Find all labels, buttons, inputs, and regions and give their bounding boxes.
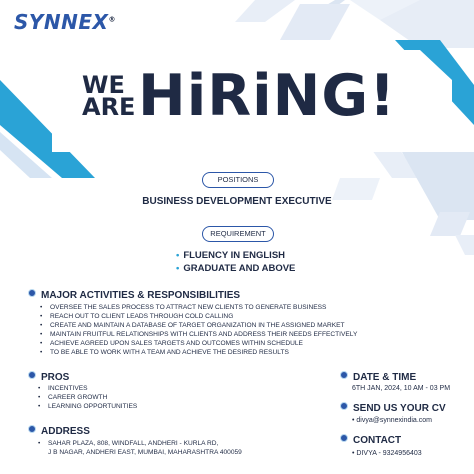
deco-diamond-bottom-2	[402, 152, 474, 220]
bullet-icon: •	[352, 417, 357, 424]
deco-diamond-top-1	[235, 0, 295, 22]
deco-diamond-bottom-5	[455, 235, 474, 255]
logo-registered-mark: ®	[108, 15, 116, 24]
bullet-icon: •	[40, 313, 43, 320]
cv-email[interactable]: • divya@synnexindia.com	[352, 417, 432, 424]
date-time-value: 6TH JAN, 2024, 10 AM - 03 PM	[352, 385, 451, 392]
requirement-pill: REQUIREMENT	[202, 226, 274, 242]
bullet-icon: •	[40, 304, 43, 311]
list-item: • MAINTAIN FRUITFUL RELATIONSHIPS WITH CLIENTS AND ADDRESS THEIR NEEDS EFFECTIVELY	[40, 331, 358, 338]
list-item: • REACH OUT TO CLIENT LEADS THROUGH COLD CALLING	[40, 313, 234, 320]
circle-bullet-icon	[28, 425, 36, 433]
bullet-icon: •	[38, 403, 41, 410]
address-block	[38, 439, 242, 457]
circle-bullet-icon	[28, 289, 36, 297]
bullet-icon: •	[38, 394, 41, 401]
activities-heading: MAJOR ACTIVITIES & RESPONSIBILITIES	[28, 289, 240, 301]
contact-heading: CONTACT	[340, 434, 401, 446]
circle-bullet-icon	[28, 371, 36, 379]
pros-heading: PROS	[28, 371, 69, 383]
bullet-icon: •	[352, 450, 357, 457]
list-item: • CREATE AND MAINTAIN A DATABASE OF TARGET ORGANIZATION IN THE ASSIGNED MARKET	[40, 322, 345, 329]
logo-text: SYNNEX	[14, 10, 109, 34]
requirement-item: • FLUENCY IN ENGLISH	[176, 250, 286, 261]
bullet-icon: •	[40, 340, 43, 347]
list-item: • CAREER GROWTH	[38, 394, 108, 401]
position-title: BUSINESS DEVELOPMENT EXECUTIVE	[142, 196, 332, 207]
circle-bullet-icon	[340, 402, 348, 410]
bullet-icon: •	[176, 250, 180, 261]
list-item: • OVERSEE THE SALES PROCESS TO ATTRACT NEW CLIENTS TO GENERATE BUSINESS	[40, 304, 327, 311]
requirement-item: • GRADUATE AND ABOVE	[176, 263, 296, 274]
circle-bullet-icon	[340, 434, 348, 442]
bullet-icon: •	[38, 440, 41, 447]
positions-pill: POSITIONS	[202, 172, 274, 188]
hero-we-are	[82, 71, 136, 121]
hero-hiring: HiRiNG!	[138, 63, 397, 129]
pros-list	[38, 384, 137, 411]
contact-value: • DIVYA - 9324956403	[352, 450, 422, 457]
deco-diamond-bottom-3	[430, 212, 470, 236]
bullet-icon: •	[40, 349, 43, 356]
send-cv-heading: SEND US YOUR CV	[340, 402, 446, 414]
list-item: • INCENTIVES	[38, 385, 88, 392]
hero-are: ARE	[82, 93, 136, 121]
circle-bullet-icon	[340, 371, 348, 379]
list-item: • LEARNING OPPORTUNITIES	[38, 403, 138, 410]
synnex-logo	[14, 10, 116, 34]
hero-we: WE	[82, 71, 125, 99]
address-heading: ADDRESS	[28, 425, 90, 437]
list-item: • TO BE ABLE TO WORK WITH A TEAM AND ACHIEVE THE DESIRED RESULTS	[40, 349, 289, 356]
address-line: J B NAGAR, ANDHERI EAST, MUMBAI, MAHARASHTRA 400059	[48, 449, 242, 456]
address-line: • SAHAR PLAZA, 808, WINDFALL, ANDHERI - KURLA RD,	[38, 440, 219, 447]
bullet-icon: •	[40, 331, 43, 338]
bullet-icon: •	[40, 322, 43, 329]
bullet-icon: •	[176, 263, 180, 274]
list-item: • ACHIEVE AGREED UPON SALES TARGETS AND OUTCOMES WITHIN SCHEDULE	[40, 340, 303, 347]
deco-diamond-top-4	[280, 4, 350, 40]
activities-list	[40, 303, 460, 357]
date-time-heading: DATE & TIME	[340, 371, 416, 383]
bullet-icon: •	[38, 385, 41, 392]
